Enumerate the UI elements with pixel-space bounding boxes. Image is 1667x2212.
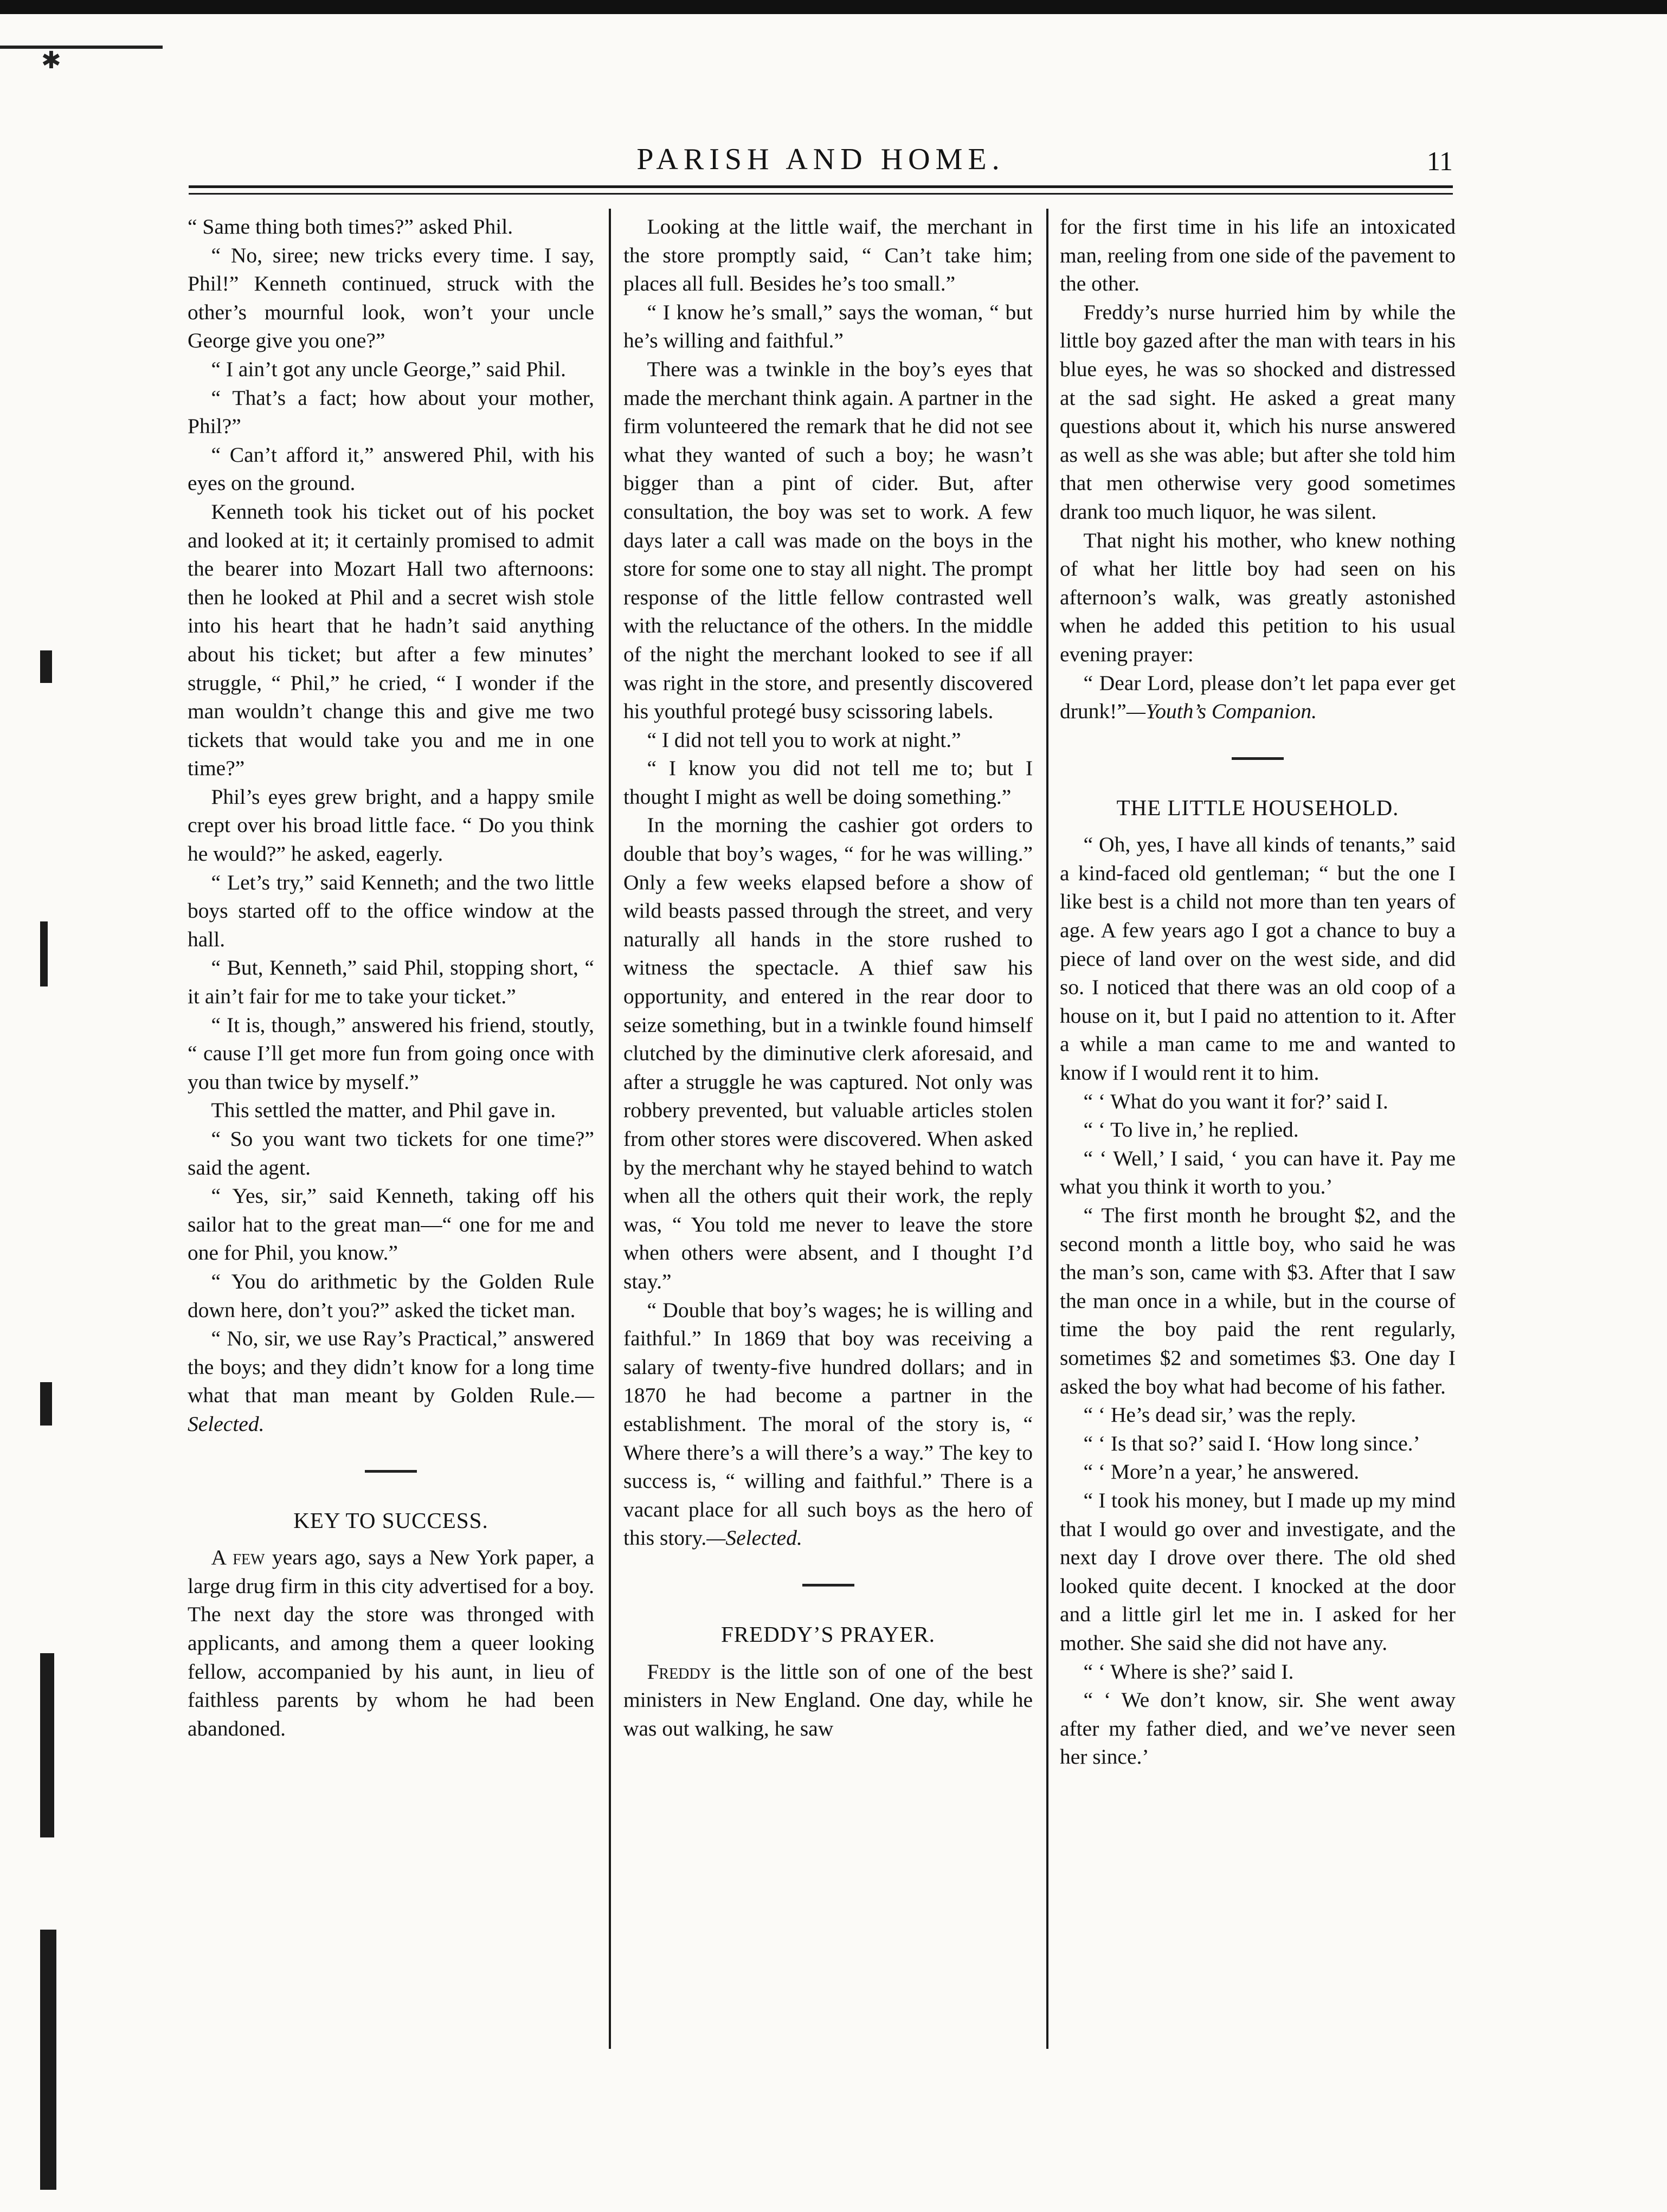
paragraph: “ I know he’s small,” says the woman, “ but he’s willing and faithful.” [623, 300, 1033, 353]
paragraph [623, 1658, 1033, 1743]
corner-mark-icon: ✱ [41, 47, 61, 74]
paragraph: Kenneth took his ticket out of his pocket and looked at it; it certainly promised to admit the bearer into Mozart Hall two afternoons: then he looked at Phil and a secret wish stole into his heart that he hadn’t said anything about his ticket; but after a few minutes’ struggle, “ Phil,” he cried, “ I wonder if the man wouldn’t change this and give me two tickets that would take you and me in one time?” [188, 499, 594, 781]
section-heading: THE LITTLE HOUSEHOLD. [1116, 795, 1399, 820]
paragraph-text: “ Double that boy’s wages; he is willing and faithful.” In 1869 that boy was receiving a salary of twenty-five hundred dollars; and in 1870 he had become a partner in the establishment. The moral of the story is, “ Where there’s a will there’s a way.” The key to success is, “ willing and faithful.” There is a vacant place for all such boys as the hero of this story. [623, 1298, 1033, 1550]
section-separator [365, 1470, 417, 1473]
paragraph: “ ‘ He’s dead sir,’ was the reply. [1083, 1403, 1356, 1427]
paragraph: “ No, siree; new tricks every time. I say, Phil!” Kenneth continued, struck with the other’s mournful look, won’t your uncle George give you one?” [188, 243, 594, 353]
column-divider [609, 209, 611, 2049]
scan-edge-mark [40, 1930, 56, 2190]
source-credit: —Selected. [706, 1526, 802, 1550]
page-header [189, 142, 1453, 180]
header-rule [189, 193, 1453, 195]
paragraph: “ ‘ What do you want it for?’ said I. [1083, 1089, 1388, 1113]
paragraph: “ You do arithmetic by the Golden Rule down here, don’t you?” asked the ticket man. [188, 1269, 594, 1322]
header-rule [189, 185, 1453, 188]
paragraph: “ So you want two tickets for one time?” said the agent. [188, 1127, 594, 1179]
paragraph: “ But, Kenneth,” said Phil, stopping short, “ it ain’t fair for me to take your ticket.” [188, 956, 594, 1009]
paragraph: That night his mother, who knew nothing of what her little boy had seen on his afternoon’s walk, was greatly astonished when he added this petition to his usual evening prayer: [1060, 528, 1456, 666]
paragraph: “ I ain’t got any uncle George,” said Phil. [211, 357, 566, 381]
paragraph: In the morning the cashier got orders to double that boy’s wages, “ for he was willing.” Only a few weeks elapsed before a show of wild beasts passed through the street, and very naturally all hands in the store rushed to witness the spectacle. A thief saw his opportunity, and entered in the rear door to seize something, but in a twinkle found himself clutched by the diminutive clerk aforesaid, and after a struggle he was captured. Not only was robbery prevented, but valuable articles stolen from other stores were discovered. When asked by the merchant why he stayed behind to watch when all the others quit their work, the reply was, “ You told me never to leave the store when others were absent, and I thought I’d stay.” [623, 813, 1033, 1293]
paragraph-text: “ Dear Lord, please don’t let papa ever get drunk!” [1060, 670, 1456, 724]
top-rule-fragment [0, 46, 163, 49]
paragraph: “ ‘ Well,’ I said, ‘ you can have it. Pay me what you think it worth to you.’ [1060, 1146, 1456, 1199]
paragraph-text: “ No, sir, we use Ray’s Practical,” answered the boys; and they didn’t know for a long time what that man meant by Golden Rule. [188, 1326, 594, 1408]
column-2 [623, 212, 1033, 1743]
lead-in: A few [211, 1545, 265, 1570]
lead-in: Freddy [647, 1659, 711, 1684]
paragraph [188, 1543, 594, 1743]
paragraph [188, 1324, 594, 1438]
column-1 [188, 212, 594, 1743]
paragraph: “ ‘ To live in,’ he replied. [1083, 1118, 1299, 1142]
paragraph: “ ‘ More’n a year,’ he answered. [1083, 1460, 1360, 1484]
paragraph: “ I know you did not tell me to; but I thought I might as well be doing something.” [623, 756, 1033, 809]
paragraph: Phil’s eyes grew bright, and a happy smile crept over his broad little face. “ Do you think he would?” he asked, eagerly. [188, 784, 594, 866]
scan-edge-mark [40, 921, 48, 986]
paragraph: This settled the matter, and Phil gave in. [211, 1098, 556, 1123]
paragraph: There was a twinkle in the boy’s eyes that made the merchant think again. A partner in the firm volunteered the remark that he did not see what they wanted of such a boy; he wasn’t bigger than a pint of cider. But, after consultation, the boy was set to work. A few days later a call was made on the boys in the store for some one to stay all night. The prompt response of the little fellow contrasted well with the reluctance of the others. In the middle of the night the merchant looked to see if all was right in the store, and presently discovered his youthful protegé busy scissoring labels. [623, 357, 1033, 724]
paragraph: “ Yes, sir,” said Kenneth, taking off his sailor hat to the great man—“ one for me and one for Phil, you know.” [188, 1184, 594, 1265]
section-heading: FREDDY’S PRAYER. [721, 1621, 935, 1647]
paragraph [623, 1296, 1033, 1552]
paragraph: Freddy’s nurse hurried him by while the little boy gazed after the man with tears in his blue eyes, he was so shocked and distressed at the sad sight. He asked a great many questions about it, which his nurse answered as well as she was able; but after she told him that men otherwise very good sometimes drank too much liquor, he was silent. [1060, 300, 1456, 524]
paragraph: “ Same thing both times?” asked Phil. [188, 215, 513, 238]
paragraph: “ It is, though,” answered his friend, stoutly, “ cause I’ll get more fun from going once with you than twice by myself.” [188, 1013, 594, 1094]
column-divider [1046, 209, 1048, 2049]
paragraph: “ That’s a fact; how about your mother, Phil?” [188, 385, 594, 438]
column-3 [1060, 212, 1456, 1771]
source-credit: —Selected. [188, 1383, 594, 1436]
paragraph: “ ‘ We don’t know, sir. She went away after my father died, and we’ve never seen her since.’ [1060, 1688, 1456, 1769]
paragraph [1060, 669, 1456, 726]
paragraph: “ The first month he brought $2, and the second month a little boy, who said he was the man’s son, came with $3. After that I saw the man once in a while, but in the course of time the boy paid the rent regularly, sometimes $2 and sometimes $3. One day I asked the boy what had become of his father. [1060, 1203, 1456, 1398]
page-title: PARISH AND HOME. [636, 143, 1005, 176]
section-separator [1232, 757, 1284, 760]
paragraph: “ Can’t afford it,” answered Phil, with his eyes on the ground. [188, 442, 594, 495]
section-heading: KEY TO SUCCESS. [293, 1507, 488, 1533]
source-credit: —Youth’s Companion. [1126, 699, 1317, 724]
paragraph: for the first time in his life an intoxicated man, reeling from one side of the pavement to the other. [1060, 215, 1456, 296]
section-separator [802, 1584, 854, 1587]
paragraph: Looking at the little waif, the merchant in the store promptly said, “ Can’t take him; places all full. Besides he’s too small.” [623, 215, 1033, 296]
paragraph-text: years ago, says a New York paper, a large drug firm in this city advertised for a boy. The next day the store was thronged with applicants, and among them a queer looking fellow, accompanied by his aunt, in lieu of faithless parents by whom he had been abandoned. [188, 1545, 594, 1740]
scan-edge-mark [40, 1653, 54, 1837]
page-number: 11 [1426, 146, 1453, 176]
paragraph: “ ‘ Where is she?’ said I. [1083, 1659, 1294, 1684]
scan-edge-mark [40, 1382, 52, 1426]
paragraph: “ ‘ Is that so?’ said I. ‘How long since.’ [1083, 1431, 1420, 1455]
paragraph: “ Oh, yes, I have all kinds of tenants,” said a kind-faced old gentleman; “ but the one I like best is a child not more than ten years of age. A few years ago I got a chance to buy a piece of land over on the west side, and did so. I noticed that there was an old coop of a house on it, but I paid no attention to it. After a while a man came to me and wanted to know if I would rent it to him. [1060, 833, 1456, 1085]
paragraph: “ Let’s try,” said Kenneth; and the two little boys started off to the office window at the hall. [188, 870, 594, 951]
paragraph-text: is the little son of one of the best ministers in New England. One day, while he was out walking, he saw [623, 1659, 1033, 1740]
scan-edge-mark [40, 650, 52, 683]
paragraph: “ I took his money, but I made up my mind that I would go over and investigate, and the next day I drove over there. The old shed looked quite decent. I knocked at the door and a little girl let me in. I asked for her mother. She said she did not have any. [1060, 1488, 1456, 1655]
paragraph: “ I did not tell you to work at night.” [647, 727, 961, 752]
top-rule [0, 0, 1667, 14]
